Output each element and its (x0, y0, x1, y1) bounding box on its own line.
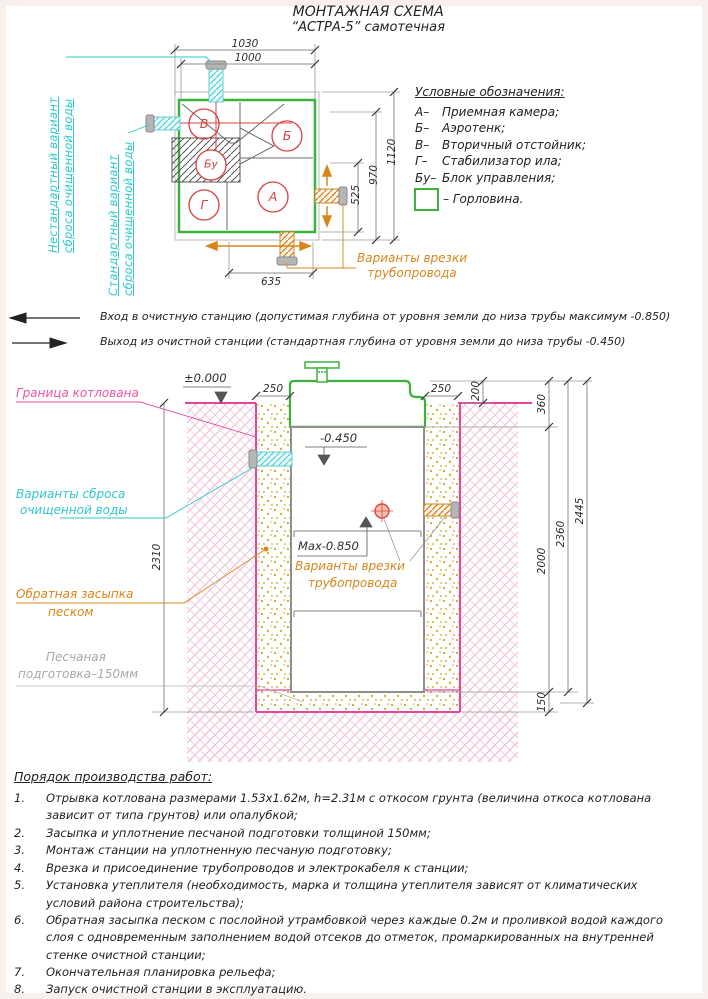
legend-key: Б– (415, 121, 430, 135)
worklist-line: стенке очистной станции; (46, 948, 206, 962)
dim-250-left: 250 (262, 382, 284, 395)
dim-635: 635 (260, 275, 282, 288)
worklist-num: 3. (14, 843, 25, 857)
dim-1000: 1000 (234, 51, 262, 64)
worklist-line: Обратная засыпка песком с послойной утрамбовкой через каждые 0.2м и проливкой водой каждого (46, 913, 664, 927)
legend-heading: Условные обозначения: (415, 85, 565, 99)
worklist-line: слоя с одновременным заполнением водой отсеков до отметок, промаркированных на внутренней (46, 930, 654, 944)
dim-360: 360 (535, 393, 548, 415)
dim-1120: 1120 (385, 138, 398, 166)
dim-2360: 2360 (554, 520, 567, 548)
worklist-num: 4. (14, 861, 25, 875)
chamber-b: Б (282, 127, 292, 143)
label-backfill-1: Обратная засыпка (16, 587, 134, 601)
label-line: Нестандартный вариант (46, 96, 60, 253)
dim-2445: 2445 (573, 497, 586, 525)
arrow-in-icon (10, 313, 80, 323)
worklist-line: Засыпка и уплотнение песчаной подготовки толщиной 150мм; (46, 826, 431, 840)
legend-item (415, 122, 505, 136)
dim-150: 150 (535, 691, 548, 713)
worklist-num: 1. (14, 791, 25, 805)
worklist-line: Установка утеплителя (необходимость, марка и толщина утеплителя зависят от климатических (46, 878, 638, 892)
plan-tap-note-line2: трубопровода (367, 266, 457, 281)
note-outlet: Выход из очистной станции (стандартная глубина от уровня земли до низа трубы -0.450) (100, 335, 626, 348)
legend-item (415, 172, 555, 186)
legend-label: Стабилизатор ила; (442, 154, 562, 168)
plan-tap-note-line1: Варианты врезки (357, 251, 467, 266)
dim-1030: 1030 (231, 37, 259, 50)
legend-label: Аэротенк; (442, 121, 506, 135)
dim-970: 970 (367, 164, 380, 186)
legend-label: Приемная камера; (442, 105, 560, 119)
worklist-line: Окончательная планировка рельефа; (46, 965, 276, 979)
dim-2310: 2310 (150, 543, 163, 571)
label-backfill-2: песком (48, 605, 94, 619)
legend-key: А– (415, 105, 430, 119)
dim-525: 525 (349, 184, 362, 206)
chamber-v: В (199, 115, 209, 131)
legend-key: Г– (415, 154, 428, 168)
section-tap-note-line2: трубопровода (308, 576, 398, 590)
level-minus-0450: -0.450 (320, 431, 358, 445)
label-sand-base-1: Песчаная (46, 650, 106, 664)
chamber-bu: Бу (203, 157, 219, 171)
worklist-line: Запуск очистной станции в эксплуатацию. (46, 982, 307, 996)
gorlovina-icon (414, 188, 439, 211)
worklist-num: 8. (14, 982, 25, 996)
section-tap-note-line1: Варианты врезки (295, 559, 405, 573)
label-discharge-options-2: очищенной воды (20, 503, 128, 517)
arrow-out-icon (12, 338, 66, 348)
chamber-a: А (268, 188, 278, 204)
dim-250-right: 250 (430, 382, 452, 395)
worklist-line: зависит от типа грунтов) или опалубкой; (46, 808, 298, 822)
legend-label: Блок управления; (442, 171, 556, 185)
dim-2000: 2000 (535, 547, 548, 575)
label-line: сброса очищенной воды (61, 98, 75, 253)
worklist-heading: Порядок производства работ: (14, 769, 213, 784)
label-standard-discharge (106, 130, 136, 296)
worklist-num: 2. (14, 826, 25, 840)
label-pit-boundary: Граница котлована (16, 386, 139, 400)
label-line: сброса очищенной воды (121, 141, 135, 296)
legend-key: Бу– (415, 171, 437, 185)
label-sand-base-2: подготовка–150мм (18, 667, 139, 681)
worklist-line: Врезка и присоединение трубопроводов и электрокабеля к станции; (46, 861, 469, 875)
chamber-g: Г (200, 196, 208, 212)
legend-item (415, 155, 562, 169)
worklist-num: 6. (14, 913, 25, 927)
legend-gorlovina: – Горловина. (443, 192, 524, 206)
legend-label: Вторичный отстойник; (442, 138, 586, 152)
legend-key: В– (415, 138, 430, 152)
worklist-num: 7. (14, 965, 25, 979)
note-inlet: Вход в очистную станцию (допустимая глубина от уровня земли до низа трубы максимум -0.850) (100, 310, 671, 323)
worklist-num: 5. (14, 878, 25, 892)
worklist-line: условий района строительства); (46, 896, 244, 910)
dim-200: 200 (469, 380, 482, 402)
label-discharge-options-1: Варианты сброса (16, 487, 126, 501)
legend-item (415, 139, 586, 153)
worklist-line: Отрывка котлована размерами 1.53х1.62м, h=2.31м с откосом грунта (величина откоса котлована (46, 791, 652, 805)
level-zero: ±0.000 (184, 371, 227, 385)
page-subtitle: “АСТРА-5” самотечная (291, 20, 445, 35)
page-title: МОНТАЖНАЯ СХЕМА (292, 4, 444, 20)
label-line: Стандартный вариант (106, 154, 120, 296)
legend-item (415, 106, 559, 120)
label-nonstandard-discharge (46, 57, 76, 253)
worklist-line: Монтаж станции на уплотненную песчаную подготовку; (46, 843, 392, 857)
level-max-0850: Мах-0.850 (298, 539, 359, 553)
